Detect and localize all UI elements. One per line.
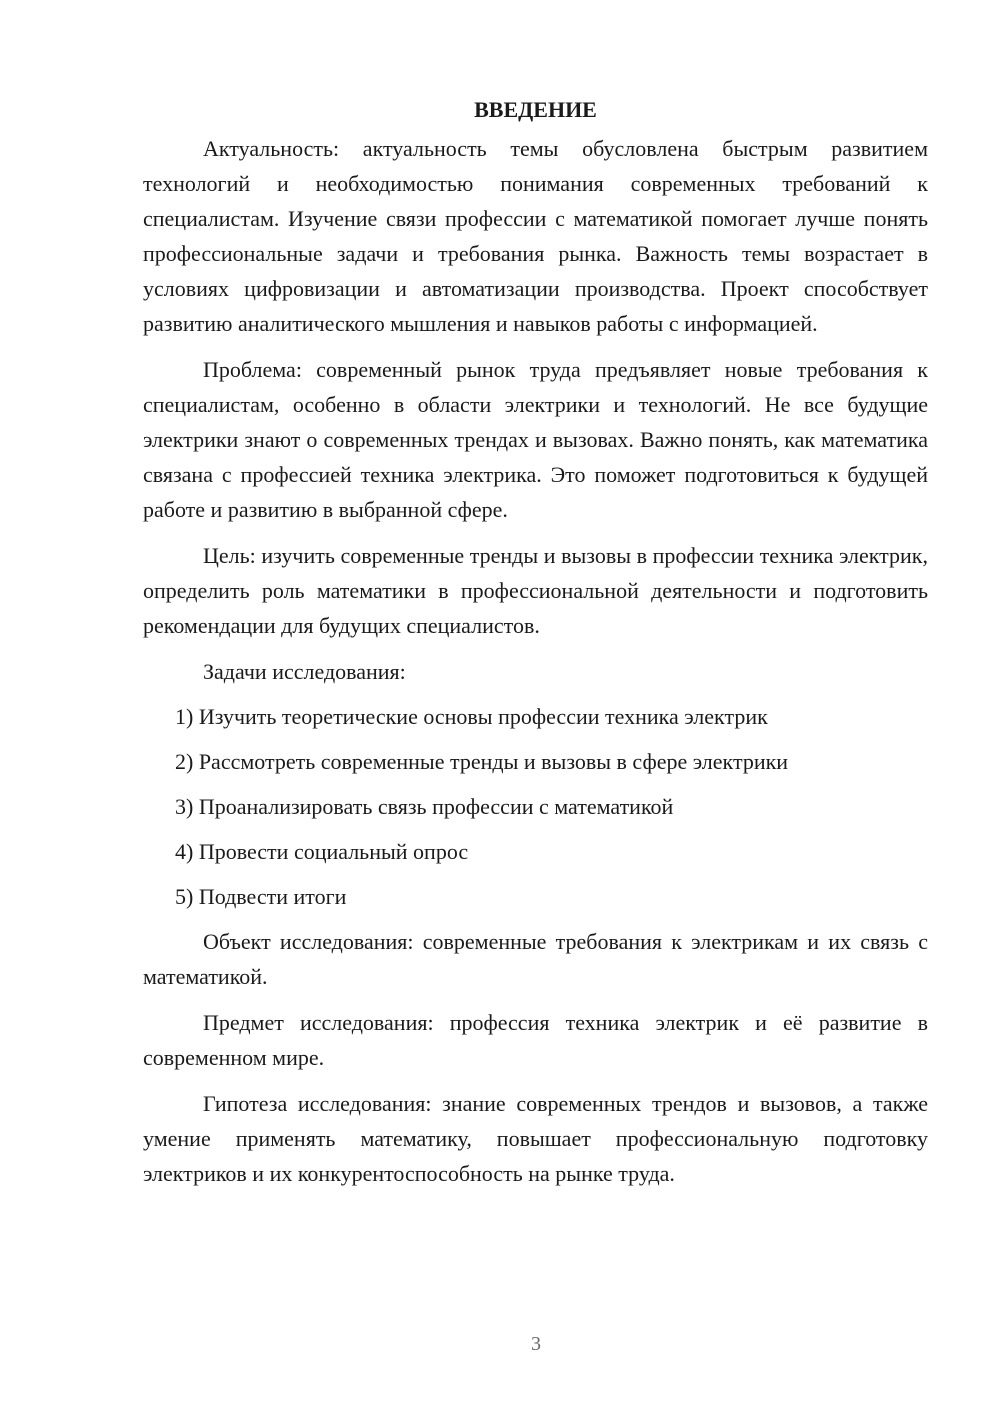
list-item: 1) Изучить теоретические основы профессии техника электрик <box>175 704 768 729</box>
paragraph-goal: Цель: изучить современные тренды и вызовы в профессии техника электрик, определить роль математики в профессиональной деятельности и подготовить рекомендации для будущих специалистов. <box>143 543 928 638</box>
page-title: ВВЕДЕНИЕ <box>474 97 597 122</box>
paragraph-subject: Предмет исследования: профессия техника электрик и её развитие в современном мире. <box>143 1010 928 1070</box>
list-item: 5) Подвести итоги <box>175 884 347 909</box>
paragraph-object: Объект исследования: современные требования к электрикам и их связь с математикой. <box>143 929 928 989</box>
list-item: 3) Проанализировать связь профессии с математикой <box>175 794 674 819</box>
paragraph-problem: Проблема: современный рынок труда предъявляет новые требования к специалистам, особенно в области электрики и технологий. Не все будущие электрики знают о современных трендах и вызовах. Важно понять, как математика связана с профессией техника электрика. Это поможет подготовиться к будущей работе и развитию в выбранной сфере. <box>143 357 928 522</box>
list-item: 4) Провести социальный опрос <box>175 839 469 864</box>
page-content <box>143 92 928 1202</box>
page-number: 3 <box>531 1333 541 1355</box>
list-item: 2) Рассмотреть современные тренды и вызовы в сфере электрики <box>175 749 789 774</box>
tasks-list <box>143 699 928 914</box>
tasks-heading: Задачи исследования: <box>203 659 406 684</box>
paragraph-hypothesis: Гипотеза исследования: знание современных трендов и вызовов, а также умение применять математику, повышает профессиональную подготовку электриков и их конкурентоспособность на рынке труда. <box>143 1091 928 1186</box>
paragraph-relevance: Актуальность: актуальность темы обусловлена быстрым развитием технологий и необходимостью понимания современных требований к специалистам. Изучение связи профессии с математикой помогает лучше понять профессиональные задачи и требования рынка. Важность темы возрастает в условиях цифровизации и автоматизации производства. Проект способствует развитию аналитического мышления и навыков работы с информацией. <box>143 136 928 336</box>
